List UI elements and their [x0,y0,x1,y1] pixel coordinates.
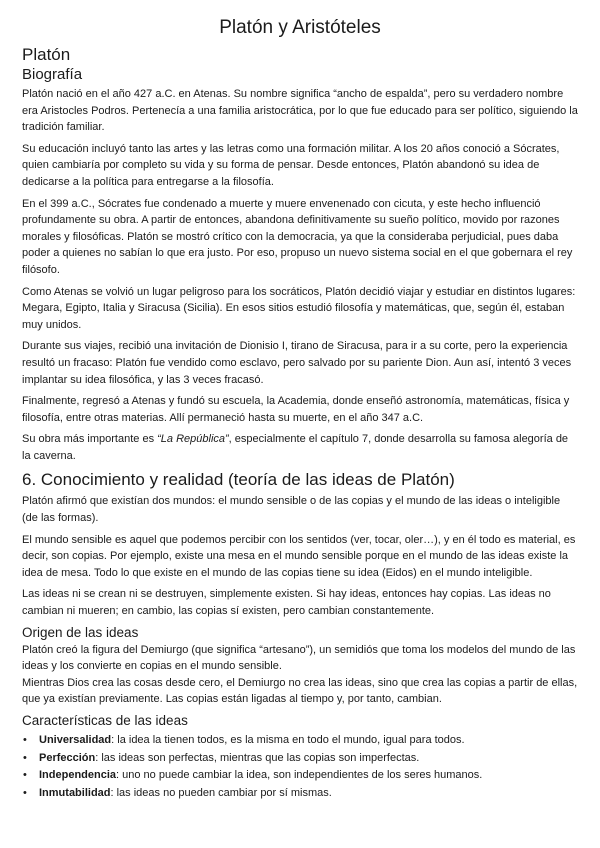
bio-paragraph-1: Platón nació en el año 427 a.C. en Atenas. Su nombre significa “ancho de espalda”, pero su verdadero nombre era Aristocles Podros. Pertenecía a una familia aristocrática, por lo que fue educado para ser político, siguiendo la tradición familiar. [22,88,578,134]
work-title-la-republica: “La República” [157,433,229,446]
section-heading-platon: Platón [22,45,71,64]
list-item-term: Universalidad [39,734,112,746]
bullet-icon: • [23,734,27,746]
ideas-paragraph-2: El mundo sensible es aquel que podemos percibir con los sentidos (ver, tocar, oler…), y en él todo es material, es decir, son copias. Por ejemplo, existe una mesa en el mundo sensible porque en el mundo de las ideas existe la idea de mesa. Todo lo que existe en el mundo de las copias tiene su idea (Eidos) en el mundo inteligible. [22,533,576,579]
document-title: Platón y Aristóteles [219,17,381,38]
list-item-term: Perfección [39,751,96,764]
list-item-term: Inmutabilidad [39,786,111,799]
ideas-paragraph-3: Las ideas ni se crean ni se destruyen, simplemente existen. Si hay ideas, entonces hay copias. Las ideas no cambian ni mueren; en cambio, las copias sí existen, pero cambian constantemente. [22,588,551,618]
subheading-origen: Origen de las ideas [22,624,139,640]
bio-paragraph-2: Su educación incluyó tanto las artes y las letras como una formación militar. A los 20 años conoció a Sócrates, quien cambiaría por completo su vida y su forma de pensar. Desde entonces, Platón abandonó su idea de dedicarse a la política para entregarse a la filosofía. [22,142,560,188]
list-item-term: Independencia [39,769,117,781]
list-item-text: : las ideas no pueden cambiar por sí mismas. [110,786,332,799]
subheading-caracteristicas: Características de las ideas [22,713,188,728]
bullet-icon: • [23,786,27,799]
list-item-text: : la idea la tienen todos, es la misma en todo el mundo, igual para todos. [111,734,465,746]
list-item [22,785,578,803]
section-heading-ideas: 6. Conocimiento y realidad (teoría de las ideas de Platón) [22,470,455,490]
subheading-biografia: Biografía [22,66,83,83]
bio-paragraph-3: En el 399 a.C., Sócrates fue condenado a muerte y muere envenenado con cicuta, y este hecho influenció profundamente su obra. A partir de entonces, abandona definitivamente su sueño político, movido por razones morales y filosóficas. Platón se mostró crítico con la democracia, ya que la consideraba perjudicial, pues daba poder a quienes no sabían lo que era justo. Por eso, propuso un nuevo sistema social en el que gobernara el rey filósofo. [22,197,573,276]
origin-paragraph-2: Mientras Dios crea las cosas desde cero, el Demiurgo no crea las ideas, sino que crea las copias a partir de ellas, que ya existían previamente. Las copias están ligadas al tiempo y, por tanto, cambian. [22,676,578,706]
list-item-text: : las ideas son perfectas, mientras que las copias son imperfectas. [95,751,420,764]
bio-paragraph-7-start: Su obra más importante es [22,433,158,446]
bio-paragraph-7-end: , especialmente el capítulo 7, donde desarrolla su famosa alegoría de la caverna. [22,433,569,462]
bio-paragraph-6: Finalmente, regresó a Atenas y fundó su escuela, la Academia, donde enseñó astronomía, matemáticas, física y filosofía, entre otras materias. Allí permaneció hasta su muerte, en el año 347 a.C. [22,395,570,424]
bullet-icon: • [23,751,27,764]
bio-paragraph-4: Como Atenas se volvió un lugar peligroso para los socráticos, Platón decidió viajar y estudiar en distintos lugares: Megara, Egipto, Italia y Siracusa (Sicilia). En esos sitios estudió filosofía y matemáticas, que, según él, estaban muy unidos. [22,285,576,331]
characteristics-list [22,732,578,802]
list-item-text: : uno no puede cambiar la idea, son independientes de los seres humanos. [116,769,483,781]
list-item [22,750,578,768]
bullet-icon: • [23,769,27,781]
ideas-paragraph-1: Platón afirmó que existían dos mundos: el mundo sensible o de las copias y el mundo de las ideas o inteligible (de las formas). [22,495,561,525]
bio-paragraph-5: Durante sus viajes, recibió una invitación de Dionisio I, tirano de Siracusa, para ir a su corte, pero la experiencia resultó un fracaso: Platón fue vendido como esclavo, pero salvado por su pariente Dion. Aun así, intentó 3 veces implantar su idea filosófica, y las 3 veces fracasó. [22,340,572,386]
list-item [22,767,578,785]
bio-paragraph-7 [22,431,578,464]
list-item [22,732,578,750]
origin-paragraph-1: Platón creó la figura del Demiurgo (que significa “artesano”), un semidiós que toma los modelos del mundo de las ideas y los convierte en copias en el mundo sensible. [22,643,576,673]
